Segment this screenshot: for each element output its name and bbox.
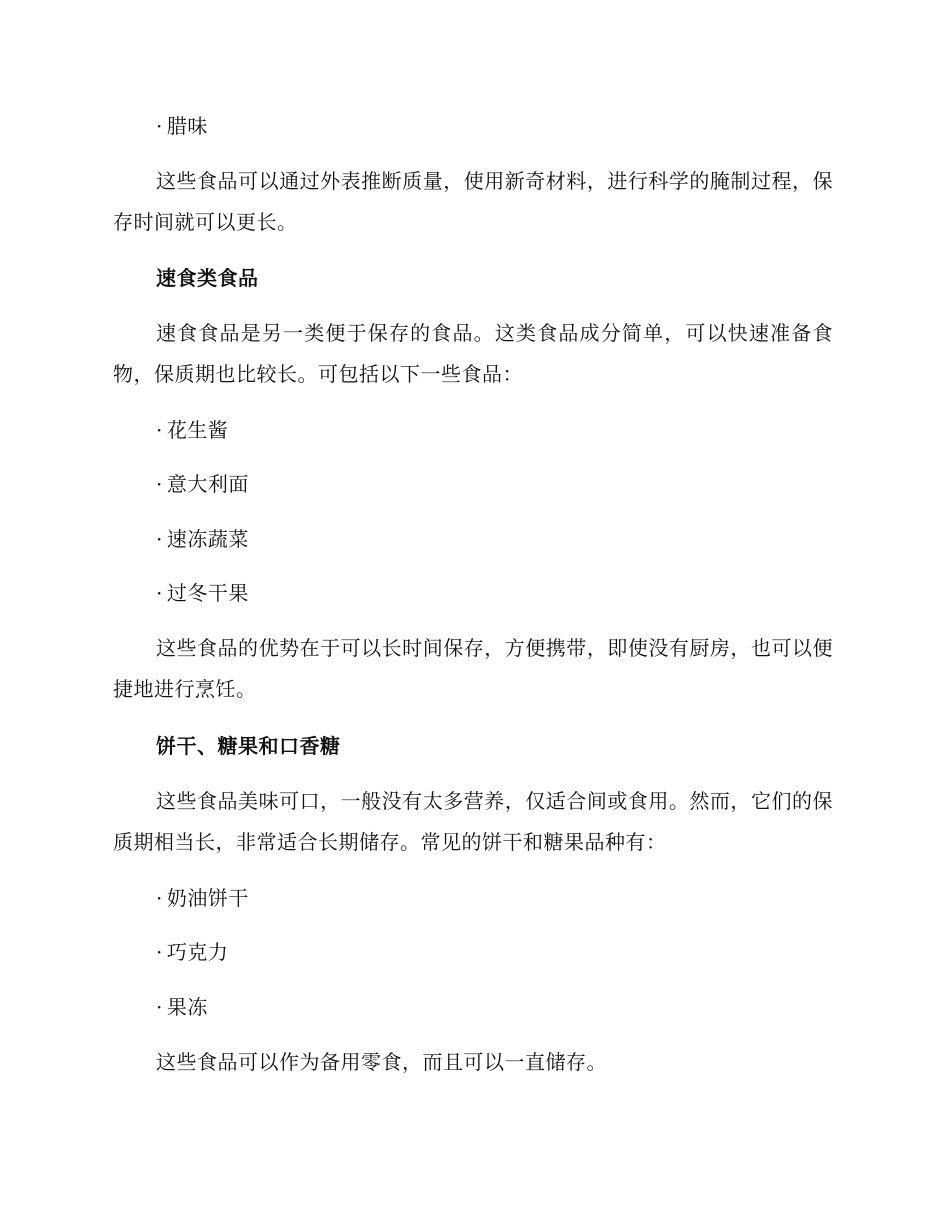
bullet-text: 过冬干果 [166, 581, 249, 605]
bullet-dot: · [156, 472, 163, 496]
bullet-item [113, 464, 876, 505]
bullet-text: 花生酱 [166, 418, 229, 442]
bullet-text: 意大利面 [166, 472, 249, 496]
bullet-text: 奶油饼干 [166, 886, 249, 910]
bullet-item [113, 878, 876, 919]
bullet-dot: · [156, 995, 163, 1019]
bullet-text: 巧克力 [166, 940, 229, 964]
paragraph: 这些食品可以通过外表推断质量，使用新奇材料，进行科学的腌制过程，保存时间就可以更长。 [113, 169, 833, 234]
bullet-dot: · [156, 527, 163, 551]
bullet-item [113, 932, 876, 973]
paragraph: 这些食品美味可口，一般没有太多营养，仅适合间或食用。然而，它们的保质期相当长，非常适合长期储存。常见的饼干和糖果品种有： [113, 789, 833, 854]
bullet-item [113, 573, 876, 614]
bullet-item [113, 410, 876, 451]
paragraph: 这些食品可以作为备用零食，而且可以一直储存。 [156, 1050, 607, 1074]
section-heading: 饼干、糖果和口香糖 [156, 734, 341, 758]
bullet-text: 速冻蔬菜 [166, 527, 249, 551]
bullet-item [113, 987, 876, 1028]
section-heading: 速食类食品 [156, 266, 259, 290]
paragraph: 速食食品是另一类便于保存的食品。这类食品成分简单，可以快速准备食物，保质期也比较长。可包括以下一些食品： [113, 321, 833, 386]
bullet-text: 果冻 [166, 995, 208, 1019]
paragraph: 这些食品的优势在于可以长时间保存，方便携带，即使没有厨房，也可以便捷地进行烹饪。 [113, 636, 833, 701]
bullet-item [113, 106, 876, 147]
bullet-item [113, 519, 876, 560]
bullet-dot: · [156, 886, 163, 910]
bullet-text: 腊味 [166, 114, 208, 138]
bullet-dot: · [156, 940, 163, 964]
bullet-dot: · [156, 418, 163, 442]
bullet-dot: · [156, 114, 163, 138]
bullet-dot: · [156, 581, 163, 605]
